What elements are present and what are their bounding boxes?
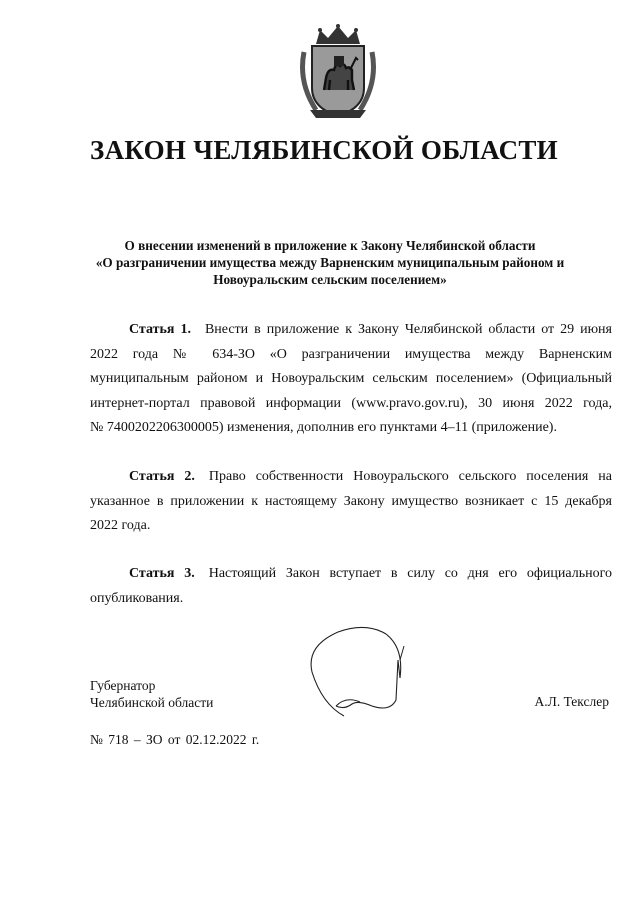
article-text-line: Настоящий Закон вступает в силу со дня его официального xyxy=(208,566,612,581)
governor-title xyxy=(90,677,213,711)
law-subject xyxy=(60,237,600,288)
article-label: Статья 1. xyxy=(129,322,191,337)
subject-line: «О разграничении имущества между Варненским муниципальным районом и xyxy=(95,255,565,270)
subject-line: О внесении изменений в приложение к Закону Челябинской области xyxy=(124,238,536,253)
law-title: ЗАКОН ЧЕЛЯБИНСКОЙ ОБЛАСТИ xyxy=(90,135,558,165)
article-label: Статья 2. xyxy=(129,469,195,484)
article-text-line: указанное в приложении к настоящему Закону имущество возникает с 15 декабря xyxy=(90,493,612,509)
coat-of-arms-icon xyxy=(296,22,380,122)
handwritten-signature-icon xyxy=(300,620,420,718)
article-text-line: 2022 года № 634-ЗО «О разграничении имущества между Варненским xyxy=(90,346,612,362)
article-text-line: интернет-портал правовой информации (www.pravo.gov.ru), 30 июня 2022 года, xyxy=(90,395,612,411)
article-text-line: опубликования. xyxy=(90,590,184,606)
governor-title-line: Губернатор xyxy=(90,678,156,693)
governor-name: А.Л. Текслер xyxy=(534,694,609,709)
governor-title-line: Челябинской области xyxy=(90,695,214,710)
article-text-line: Право собственности Новоуральского сельского поселения на xyxy=(208,469,613,484)
subject-line: Новоуральским сельским поселением» xyxy=(213,272,447,287)
article-text-line: Внести в приложение к Закону Челябинской области от 29 июня xyxy=(204,322,612,337)
article-label: Статья 3. xyxy=(129,566,195,581)
article-text-line: 2022 года. xyxy=(90,518,151,533)
article-text-line: муниципальным районом и Новоуральским сельским поселением» (Официальный xyxy=(90,371,612,386)
article-1 xyxy=(90,318,612,441)
article-3 xyxy=(90,562,612,611)
document-number: № 718 – ЗО от 02.12.2022 г. xyxy=(90,732,260,747)
article-2 xyxy=(90,465,612,539)
article-text-line: № 7400202206300005) изменения, дополнив его пунктами 4–11 (приложение). xyxy=(90,420,557,435)
